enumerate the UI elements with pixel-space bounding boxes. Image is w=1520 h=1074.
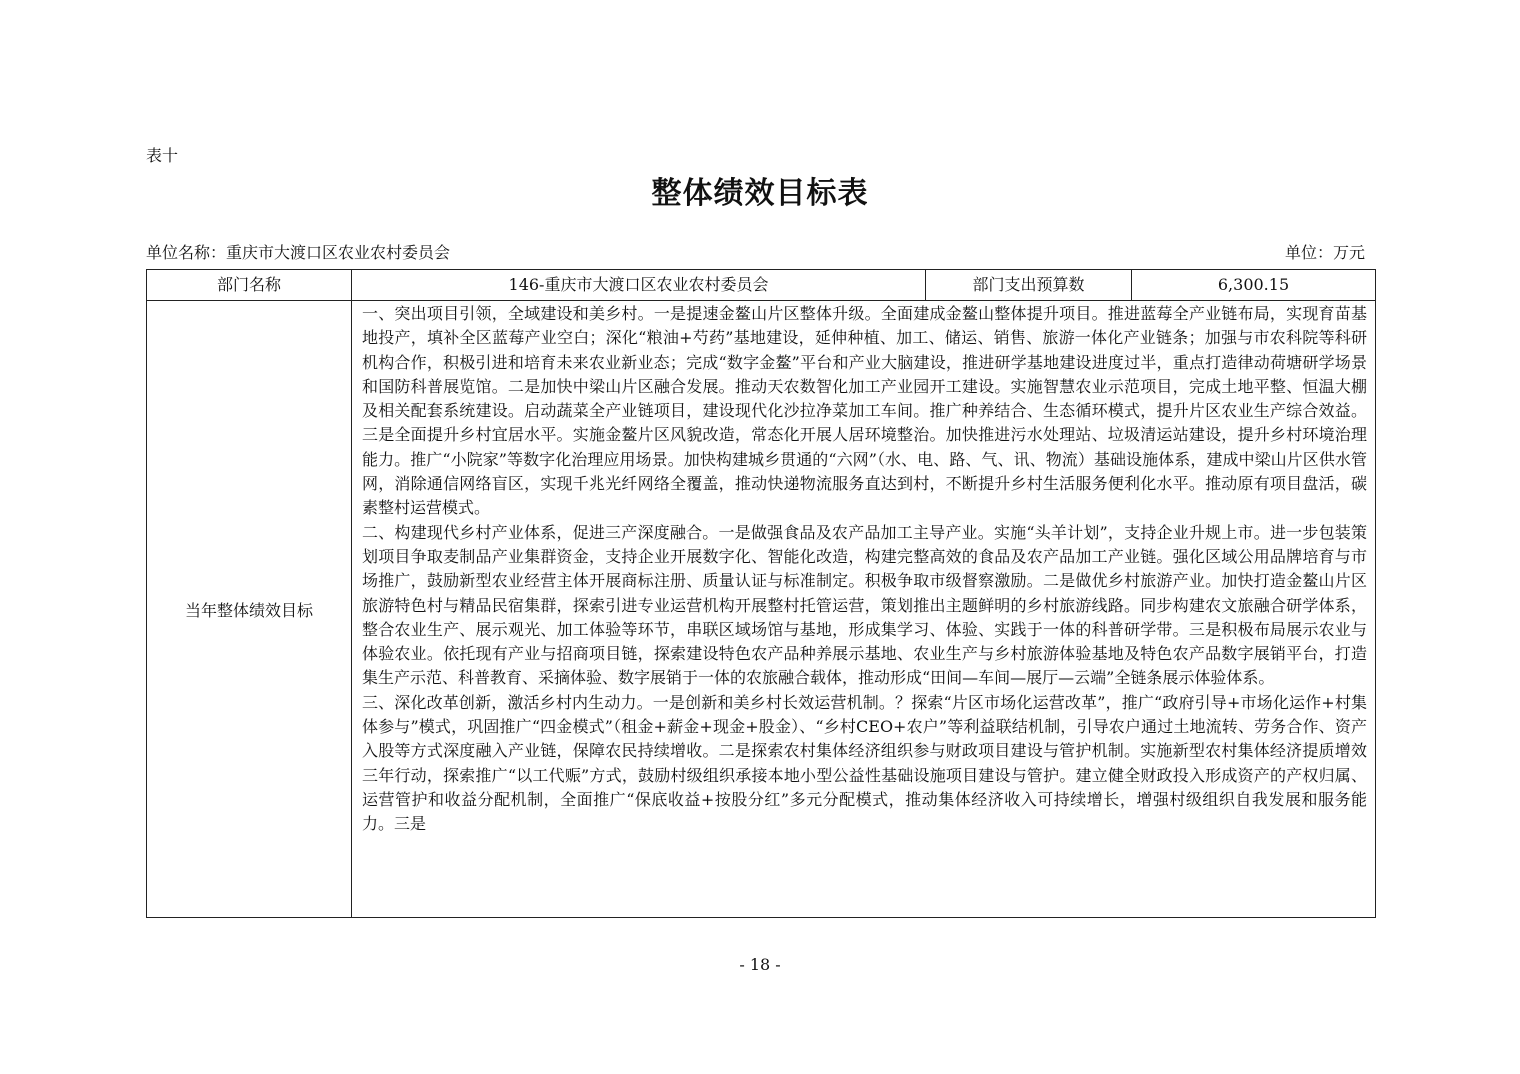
performance-table bbox=[146, 269, 1376, 918]
goal-row bbox=[147, 301, 1376, 918]
unit-name: 单位名称：重庆市大渡口区农业农村委员会 bbox=[146, 243, 451, 262]
dept-value-cell: 146-重庆市大渡口区农业农村委员会 bbox=[352, 270, 926, 301]
budget-value-cell: 6,300.15 bbox=[1132, 270, 1376, 301]
page-title: 整体绩效目标表 bbox=[651, 176, 869, 211]
goal-label-cell: 当年整体绩效目标 bbox=[147, 301, 352, 918]
goal-text bbox=[352, 301, 1375, 917]
table-header-row bbox=[147, 270, 1376, 301]
unit-measure: 单位：万元 bbox=[1284, 243, 1365, 262]
goal-paragraph-3: 三、深化改革创新，激活乡村内生动力。一是创新和美乡村长效运营机制。？探索“片区市场化运营改革”，推广“政府引导+市场化运作+村集体参与”模式，巩固推广“四金模式”（租金+薪金+现金+股金）、“乡村CEO+农户”等利益联结机制，引导农户通过土地流转、劳务合作、资产入股等方式深度融入产业链，保障农民持续增收。二是探索农村集体经济组织参与财政项目建设与管护机制。实施新型农村集体经济提质增效三年行动，探索推广“以工代赈”方式，鼓励村级组织承接本地小型公益性基础设施项目建设与管护。建立健全财政投入形成资产的产权归属、运营管护和收益分配机制，全面推广“保底收益+按股分红”多元分配模式，推动集体经济收入可持续增长，增强村级组织自我发展和服务能力。三是 bbox=[362, 692, 1367, 834]
goal-paragraph-2: 二、构建现代乡村产业体系，促进三产深度融合。一是做强食品及农产品加工主导产业。实施“头羊计划”，支持企业升规上市。进一步包装策划项目争取麦制品产业集群资金，支持企业开展数字化、智能化改造，构建完整高效的食品及农产品加工产业链。强化区域公用品牌培育与市场推广，鼓励新型农业经营主体开展商标注册、质量认证与标准制定。积极争取市级督察激励。二是做优乡村旅游产业。加快打造金鳌山片区旅游特色村与精品民宿集群，探索引进专业运营机构开展整村托管运营，策划推出主题鲜明的乡村旅游线路。同步构建农文旅融合研学体系，整合农业生产、展示观光、加工体验等环节，串联区域场馆与基地，形成集学习、体验、实践于一体的科普研学带。三是积极布局展示农业与体验农业。依托现有产业与招商项目链，探索建设特色农产品种养展示基地、农业生产与乡村旅游体验基地及特色农产品数字展销平台，打造集生产示范、科普教育、采摘体验、数字展销于一体的农旅融合载体，推动形成“田间—车间—展厅—云端”全链条展示体验体系。 bbox=[362, 522, 1367, 688]
page-number: - 18 - bbox=[739, 955, 781, 974]
goal-paragraph-1: 一、突出项目引领，全域建设和美乡村。一是提速金鳌山片区整体升级。全面建成金鳌山整体提升项目。推进蓝莓全产业链布局，实现育苗基地投产，填补全区蓝莓产业空白；深化“粮油+芍药”基地建设，延伸种植、加工、储运、销售、旅游一体化产业链条；加强与市农科院等科研机构合作，积极引进和培育未来农业新业态；完成“数字金鳌”平台和产业大脑建设，推进研学基地建设进度过半，重点打造律动荷塘研学场景和国防科普展览馆。二是加快中梁山片区融合发展。推动天农数智化加工产业园开工建设。实施智慧农业示范项目，完成土地平整、恒温大棚及相关配套系统建设。启动蔬菜全产业链项目，建设现代化沙拉净菜加工车间。推广种养结合、生态循环模式，提升片区农业生产综合效益。三是全面提升乡村宜居水平。实施金鳌片区风貌改造，常态化开展人居环境整治。加快推进污水处理站、垃圾清运站建设，提升乡村环境治理能力。推广“小院家”等数字化治理应用场景。加快构建城乡贯通的“六网”（水、电、路、气、讯、物流）基础设施体系，建成中梁山片区供水管网，消除通信网络盲区，实现千兆光纤网络全覆盖，推动快递物流服务直达到村，不断提升乡村生活服务便利化水平。推动原有项目盘活，碳素整村运营模式。 bbox=[362, 304, 1367, 518]
goal-content-cell bbox=[352, 301, 1376, 918]
table-number: 表十 bbox=[146, 146, 179, 165]
budget-label-cell: 部门支出预算数 bbox=[926, 270, 1132, 301]
dept-label-cell: 部门名称 bbox=[147, 270, 352, 301]
